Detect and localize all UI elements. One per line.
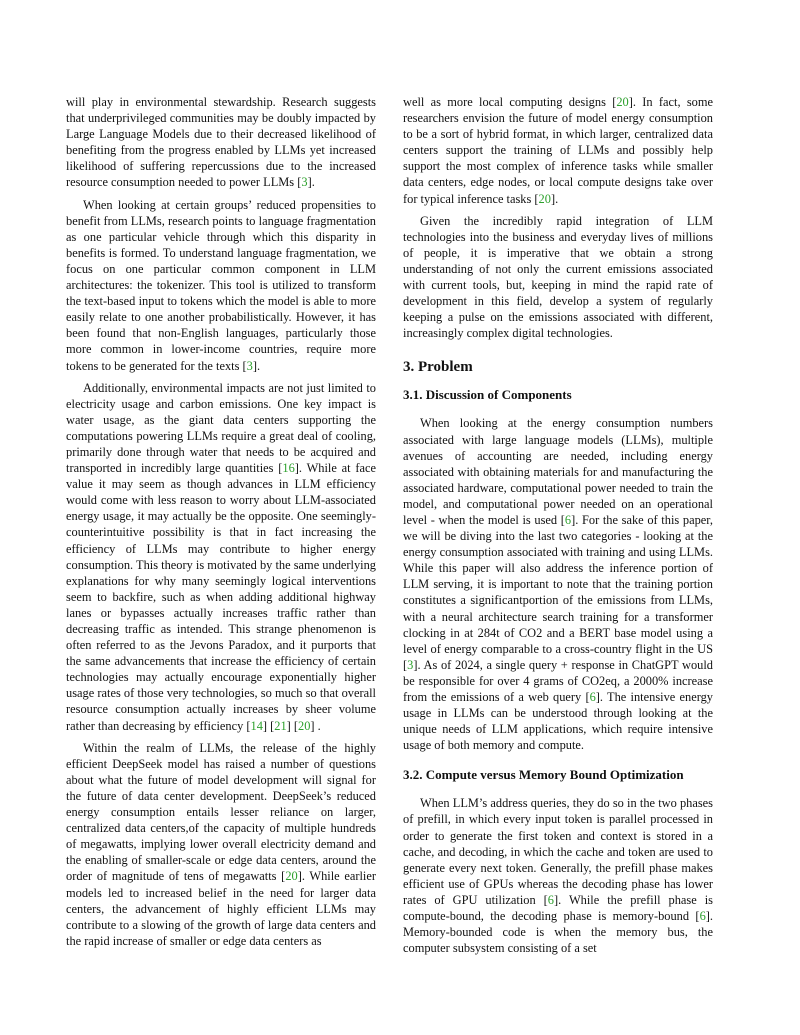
paragraph: [66, 740, 376, 949]
citation-link[interactable]: 6: [699, 909, 706, 924]
paragraph: [66, 380, 376, 734]
citation-link[interactable]: 20: [298, 718, 311, 733]
citation-link[interactable]: 3: [246, 358, 253, 373]
paragraph-text: ]. While the prefill phase is compute-bound, the decoding phase is memory-bound [: [403, 892, 713, 924]
paragraph-text: Within the realm of LLMs, the release of the highly efficient DeepSeek model has raised a number of questions about what the future of model development will signal for the future of data center development. DeepSeek’s reduced energy consumption entails lesser reliance on larger, centralized data centers,of the capacity of multiple hundreds of megawatts, implying lower overall electricity demand and the enabling of smaller-scale or edge data centers, around the order of magnitude of tens of megawatts [: [66, 740, 376, 884]
citation-link[interactable]: 20: [285, 869, 298, 884]
citation-link[interactable]: 6: [564, 512, 572, 527]
paragraph-text: When LLM’s address queries, they do so in the two phases of prefill, in which every input token is parallel processed in order to generate the first token and context is stored in a cache, and decoding, in which the cache and token are used to generate every next token. Generally, the prefill phase makes efficient use of GPUs whereas the decoding phase has lower rates of GPU utilization [: [403, 796, 713, 907]
paragraph: [403, 213, 713, 342]
citation-link[interactable]: 21: [274, 718, 287, 733]
paragraph-text: will play in environmental stewardship. Research suggests that underprivileged communities may be doubly impacted by Large Language Models due to their decreased likelihood of benefiting from the progress enabled by LLMs yet increased likelihood of suffering repercussions due to the increased resource consumption needed to power LLMs [: [66, 95, 376, 190]
paragraph-text: ] .: [310, 718, 321, 733]
paragraph-text: ]. The intensive energy usage in LLMs can be understood through looking at the unique needs of LLM applications, which require intensive usage of both memory and compute.: [403, 690, 714, 753]
citation-link[interactable]: 20: [538, 191, 551, 206]
paragraph-text: When looking at certain groups’ reduced propensities to benefit from LLMs, research points to language fragmentation as one particular vehicle through which this disparity in benefits is formed. To understand language fragmentation, we focus on one particular common component in LLM architectures: the tokenizer. This tool is utilized to transform the text-based input to tokens which the model is able to more easily relate to one another probabilistically. However, it has been found that non-English languages, particularly those more common in lower-income countries, require more tokens to be generated for the texts [: [66, 197, 376, 373]
right-column: [403, 94, 713, 962]
paragraph: [66, 197, 376, 374]
citation-link[interactable]: 16: [282, 461, 295, 476]
paragraph-text: ] [: [286, 718, 299, 733]
citation-link[interactable]: 6: [547, 892, 554, 907]
paragraph-text: ] [: [262, 718, 275, 733]
paragraph-text: ].: [550, 191, 559, 206]
paragraph-text: ]. In fact, some researchers envision the future of model energy consumption to be a sort of hybrid format, in which larger, centralized data centers support the training of LLMs and possibly help support the most complex of inference tasks while smaller data centers, edge nodes, or local compute designs take over for typical inference tasks [: [403, 95, 713, 206]
paragraph-text: Additionally, environmental impacts are not just limited to electricity usage and carbon emissions. One key impact is water usage, as the giant data centers supporting the computations powering LLMs require a great deal of cooling, primarily done through water that needs to be acquired and transported in incredibly large quantities [: [66, 380, 376, 476]
paragraph: [403, 94, 713, 207]
paragraph-text: ]. For the sake of this paper, we will be diving into the last two categories - looking at the energy consumption associated with training and using LLMs. While this paper will also address the inference portion of LLM serving, it is important to note that the training portion constitutes a significantportion of the emissions from LLMs, with a neural architecture search training for a transformer clocking in at 284t of CO2 and a BERT base model using a level of energy comparable to a cross-country flight in the US [: [403, 512, 713, 672]
section-heading: 3. Problem: [403, 359, 473, 376]
citation-link[interactable]: 6: [589, 690, 596, 704]
paragraph-text: ]. While at face value it may seem as though advances in LLM efficiency would come with less reason to worry about LLM-associated energy usage, it may actually be the opposite. One seemingly-counterintuitive possibility is that in fact increasing the efficiency of LLMs may contribute to higher energy consumption. This theory is motivated by the same underlying explanations for why many seemingly logical interventions seem to backfire, such as when adding additional highway lanes or bypasses actually increases traffic rather than decreasing traffic as intended. This strange phenomenon is often referred to as the Jevons Paradox, and it purports that the same advancements that increase the efficiency of certain technologies may actually encourage exponentially higher usage rates of those very technologies, so much so that overall resource consumption actually increases by sheer volume rather than decreasing by efficiency [: [66, 461, 376, 733]
citation-link[interactable]: 20: [616, 95, 629, 109]
subsection-heading: 3.1. Discussion of Components: [403, 387, 572, 403]
paragraph-text: ].: [252, 358, 261, 373]
paragraph-text: Given the incredibly rapid integration of LLM technologies into the business and everyday lives of millions of people, it is imperative that we obtain a strong understanding of not only the current emissions associated with current tools, but, keeping in mind the rapid rate of development in this field, develop a system of regularly keeping a pulse on the emissions associated with different, increasingly complex digital technologies.: [403, 213, 713, 341]
citation-link[interactable]: 3: [301, 175, 308, 190]
paragraph: [403, 795, 713, 956]
citation-link[interactable]: 14: [250, 718, 263, 733]
subsection-heading: 3.2. Compute versus Memory Bound Optimization: [403, 767, 684, 783]
citation-link[interactable]: 3: [407, 657, 414, 672]
paragraph-text: ]. While earlier models led to increased belief in the need for larger data centers, the advancement of highly efficient LLMs may contribute to a slowing of the growth of large data centers and the rapid increase of smaller or edge data centers as: [66, 869, 376, 948]
paragraph-text: ]. Memory-bounded code is when the memory bus, the computer subsystem consisting of a set: [403, 909, 713, 956]
paragraph-text: ].: [307, 175, 315, 190]
paragraph-text: well as more local computing designs [: [403, 95, 617, 109]
paragraph: [403, 415, 713, 753]
paragraph-text: When looking at the energy consumption numbers associated with large language models (LLMs), multiple avenues of accounting are needed, including energy associated with obtaining materials for and manufacturing the associated hardware, computational power needed to train the model, and computational power needed on an operational level - when the model is used [: [403, 416, 713, 527]
paragraph: [66, 94, 376, 191]
left-column: [66, 94, 376, 955]
paragraph-text: ]. As of 2024, a single query + response in ChatGPT would be responsible for over 4 grams of CO2eq, a 2000% increase from the emissions of a web query [: [403, 657, 713, 704]
